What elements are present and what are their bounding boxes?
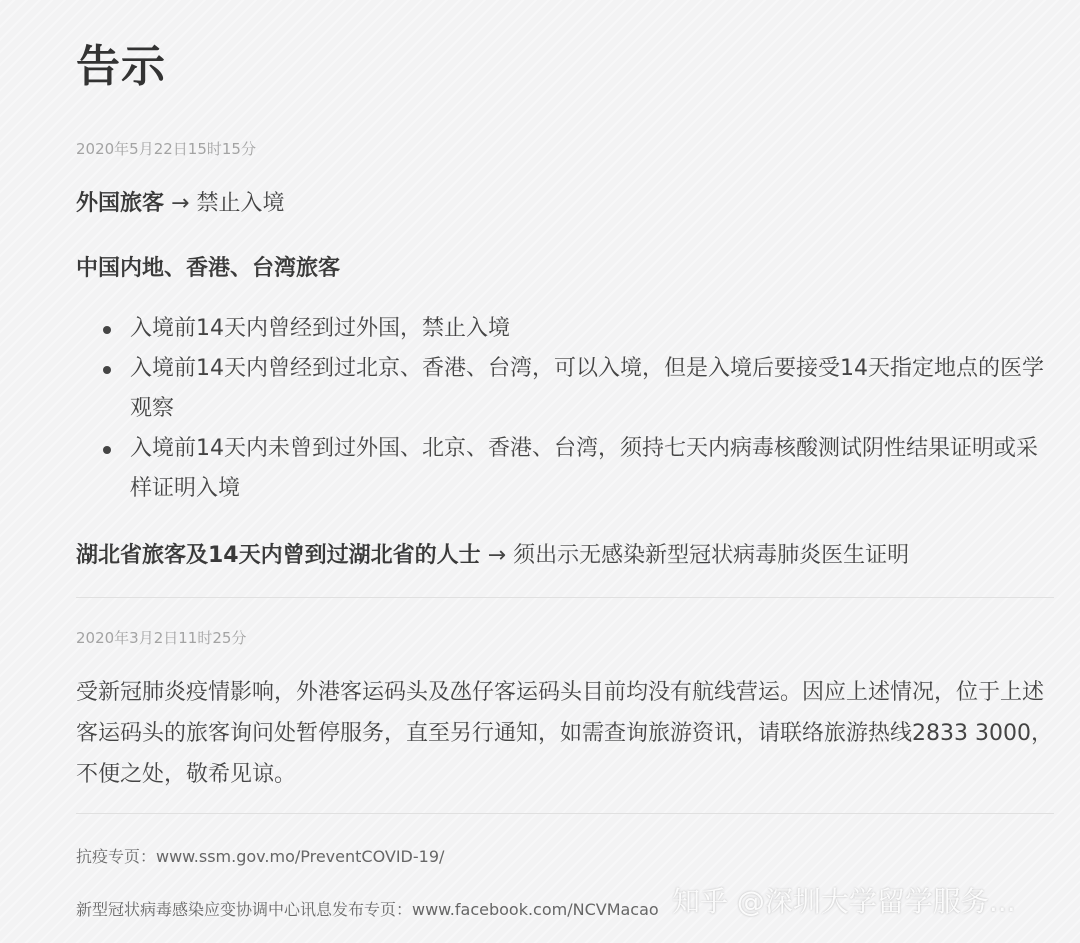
prevent-covid-link[interactable]: 抗疫专页：www.ssm.gov.mo/PreventCOVID-19/: [76, 847, 445, 866]
page-title: 告示: [76, 41, 166, 92]
bullet-dot-icon: [103, 446, 111, 454]
ferry-notice-paragraph: 受新冠肺炎疫情影响，外港客运码头及氹仔客运码头目前均没有航线营运。因应上述情况，位于上述客运码头的旅客询问处暂停服务，直至另行通知，如需查询旅游资讯，请联络旅游热线2833 3000，不便之处，敬希见谅。: [76, 680, 1053, 787]
mainland-heading: [76, 251, 340, 282]
mainland-heading-text: 中国内地、香港、台湾旅客: [76, 256, 341, 281]
hubei-travelers-action: 须出示无感染新型冠状病毒肺炎医生证明: [513, 543, 910, 568]
list-item: 入境前14天内曾经到过北京、香港、台湾，可以入境，但是入境后要接受14天指定地点的医学观察: [130, 356, 1044, 421]
foreign-travelers-action: 禁止入境: [196, 191, 285, 216]
bullet-dot-icon: [103, 326, 111, 334]
notice-date: 2020年3月2日11时25分: [76, 629, 247, 647]
divider: [76, 597, 1054, 598]
foreign-travelers-line: [76, 186, 284, 217]
notice-date: 2020年5月22日15时15分: [76, 140, 256, 158]
list-item: 入境前14天内未曾到过外国、北京、香港、台湾，须持七天内病毒核酸测试阴性结果证明或采样证明入境: [130, 436, 1038, 501]
arrow-icon: →: [171, 191, 190, 216]
list-item: 入境前14天内曾经到过外国，禁止入境: [130, 316, 510, 341]
facebook-page-link[interactable]: 新型冠状病毒感染应变协调中心讯息发布专页：www.facebook.com/NCVMacao: [76, 900, 659, 919]
zhihu-watermark: 知乎 @深圳大学留学服务...: [672, 885, 1016, 918]
divider: [76, 813, 1054, 814]
bullet-dot-icon: [103, 366, 111, 374]
foreign-travelers-label: 外国旅客: [76, 191, 165, 216]
hubei-travelers-line: [76, 538, 909, 569]
hubei-travelers-label: 湖北省旅客及14天内曾到过湖北省的人士: [76, 543, 481, 568]
arrow-icon: →: [487, 543, 507, 568]
